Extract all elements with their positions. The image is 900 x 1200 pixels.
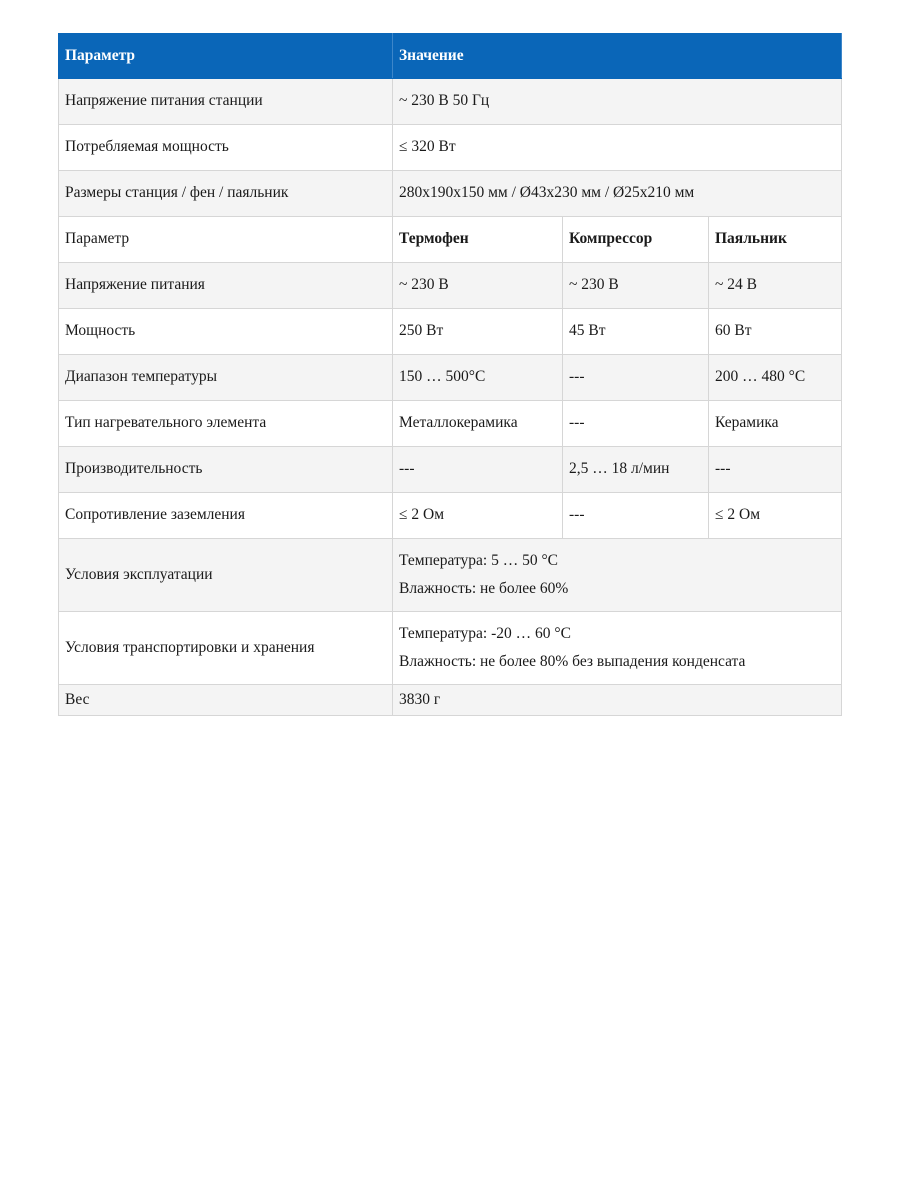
value-cell: ~ 230 В 50 Гц (393, 79, 842, 125)
iron-cell: --- (709, 447, 842, 493)
compressor-cell: --- (563, 355, 709, 401)
param-cell: Потребляемая мощность (59, 125, 393, 171)
iron-cell: Керамика (709, 401, 842, 447)
value-cell: 280x190x150 мм / Ø43x230 мм / Ø25x210 мм (393, 171, 842, 217)
header-param: Параметр (59, 34, 393, 79)
weight-row (59, 685, 842, 716)
iron-cell: ≤ 2 Ом (709, 493, 842, 539)
operating-temperature: Температура: 5 … 50 °С (399, 551, 559, 569)
param-cell: Условия эксплуатации (59, 539, 393, 612)
specifications-table (58, 33, 842, 716)
table-row (59, 447, 842, 493)
param-cell: Мощность (59, 309, 393, 355)
storage-humidity: Влажность: не более 80% без выпадения конденсата (399, 652, 746, 670)
components-header-hot-air: Термофен (393, 217, 563, 263)
table-row (59, 79, 842, 125)
header-value: Значение (393, 34, 842, 79)
table-row (59, 401, 842, 447)
components-header-iron: Паяльник (709, 217, 842, 263)
hot-air-cell: Металлокерамика (393, 401, 563, 447)
components-header-row (59, 217, 842, 263)
components-header-compressor: Компрессор (563, 217, 709, 263)
param-cell: Тип нагревательного элемента (59, 401, 393, 447)
value-cell: ≤ 320 Вт (393, 125, 842, 171)
table-row (59, 125, 842, 171)
param-cell: Сопротивление заземления (59, 493, 393, 539)
operating-conditions-row (59, 539, 842, 612)
components-header-param: Параметр (59, 217, 393, 263)
storage-temperature: Температура: -20 … 60 °С (399, 624, 571, 642)
compressor-cell: --- (563, 401, 709, 447)
hot-air-cell: ~ 230 В (393, 263, 563, 309)
iron-cell: ~ 24 В (709, 263, 842, 309)
compressor-cell: --- (563, 493, 709, 539)
param-cell: Напряжение питания станции (59, 79, 393, 125)
param-cell: Условия транспортировки и хранения (59, 612, 393, 685)
storage-conditions-row (59, 612, 842, 685)
table-row (59, 309, 842, 355)
table-header-row (59, 34, 842, 79)
storage-conditions-value (393, 612, 842, 685)
table-row (59, 171, 842, 217)
param-cell: Вес (59, 685, 393, 716)
param-cell: Диапазон температуры (59, 355, 393, 401)
param-cell: Напряжение питания (59, 263, 393, 309)
hot-air-cell: 250 Вт (393, 309, 563, 355)
compressor-cell: 45 Вт (563, 309, 709, 355)
param-cell: Размеры станция / фен / паяльник (59, 171, 393, 217)
operating-humidity: Влажность: не более 60% (399, 579, 569, 597)
table-row (59, 493, 842, 539)
table-row (59, 355, 842, 401)
iron-cell: 200 … 480 °С (709, 355, 842, 401)
param-cell: Производительность (59, 447, 393, 493)
table-row (59, 263, 842, 309)
hot-air-cell: ≤ 2 Ом (393, 493, 563, 539)
hot-air-cell: 150 … 500°C (393, 355, 563, 401)
compressor-cell: ~ 230 В (563, 263, 709, 309)
compressor-cell: 2,5 … 18 л/мин (563, 447, 709, 493)
operating-conditions-value (393, 539, 842, 612)
iron-cell: 60 Вт (709, 309, 842, 355)
hot-air-cell: --- (393, 447, 563, 493)
weight-value: 3830 г (393, 685, 842, 716)
